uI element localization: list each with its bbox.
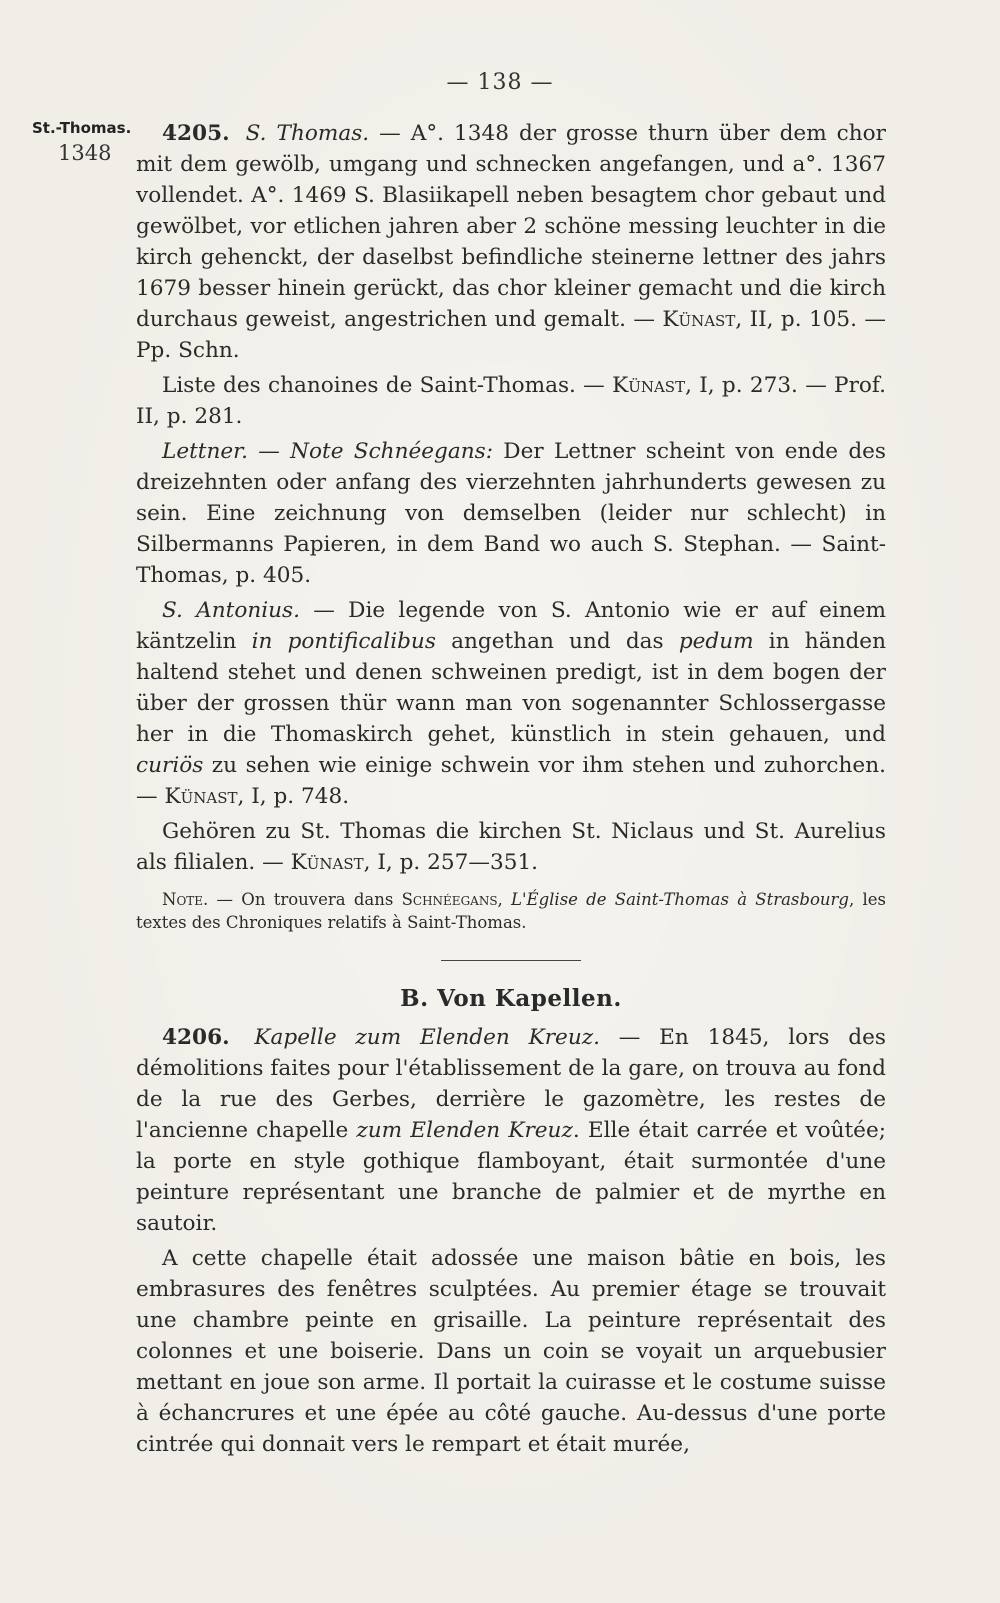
reference-tail: , I, p. 273. — Prof. II, p. 281. [136, 373, 886, 429]
paragraph-italic-2: pedum [678, 629, 754, 654]
paragraph-label: S. Antonius. [162, 598, 301, 623]
page-number: — 138 — [446, 70, 554, 95]
reference-tail: , II, p. 105. — Pp. Schn. [136, 307, 887, 363]
entry-text: — A°. 1348 der grosse thurn über dem chor mit dem gewölb, umgang und schnecken angefangen, und a°. 1367 vollendet. A°. 1469 S. Blasiikapell neben besagtem chor gebaut und gewölbet, vor etlichen jahren aber 2 schöne messing leuchter in die kirch gehenckt, der daselbst befindliche steinerne lettner des jahrs 1679 besser hinein gerückt, das chor kleiner gemacht und die kirch durchaus geweist, angestrichen und gemalt. — [136, 121, 887, 332]
reference-author: Künast [612, 373, 686, 398]
entry-4206 [136, 1022, 886, 1239]
entry-text-2: . Elle était carrée et voûtée; la porte en style gothique flamboyant, était surmontée d'une peinture représentant une branche de palmier et de myrthe en sautoir. [136, 1118, 887, 1236]
margin-note-year: 1348 [58, 141, 112, 165]
entry-number: 4206. [162, 1025, 230, 1050]
reference-tail: , I, p. 257—351. [363, 850, 539, 875]
note-label: Note Schnéegans: [290, 439, 493, 464]
entry-title: Kapelle zum Elenden Kreuz. [254, 1025, 600, 1050]
paragraph-text: A cette chapelle était adossée une maison bâtie en bois, les embrasures des fenêtres sculptées. Au premier étage se trouvait une chambre peinte en grisaille. La peinture représentait des colonnes et une boiserie. Dans un coin se voyait un arquebusier mettant en joue son arme. Il portait la cuirasse et le costume suisse à échancrures et une épée au côté gauche. Au-dessus d'une porte cintrée qui donnait vers le rempart et était murée, [136, 1246, 886, 1457]
paragraph-liste [136, 370, 886, 432]
section-divider [441, 960, 581, 961]
note-text-1: — On trouvera dans [208, 890, 402, 909]
note-text-3: , les textes des Chroniques relatifs à Saint-Thomas. [136, 890, 886, 932]
paragraph-text: Gehören zu St. Thomas die kirchen St. Niclaus und St. Aurelius als filialen. — [136, 819, 886, 875]
paragraph-text-2: angethan und das [435, 629, 679, 654]
paragraph-label: Lettner. [162, 439, 248, 464]
paragraph-italic-1: in pontificalibus [251, 629, 436, 654]
paragraph-dash: — [247, 439, 291, 464]
note-label: Note. [162, 890, 209, 909]
section-heading: B. Von Kapellen. [400, 985, 622, 1012]
paragraph-italic-3: curiös [136, 753, 204, 778]
paragraph-text: Der Lettner scheint von ende des dreizehnten oder anfang des vierzehnten jahrhunderts gewesen zu sein. Eine zeichnung von demselben (leider nur schlecht) in Silbermanns Papieren, in dem Band wo auch S. Stephan. — Saint-Thomas, p. 405. [136, 439, 887, 588]
paragraph-text: Liste des chanoines de Saint-Thomas. — [162, 373, 605, 398]
paragraph-antonius [136, 595, 886, 812]
footnote [136, 888, 886, 934]
paragraph-text-3: in händen haltend stehet und denen schweinen predigt, ist in dem bogen der über der grossen thür wann man von sogenannter Schlossergasse her in die Thomaskirch gehet, künstlich in stein gehauen, und [136, 629, 886, 747]
paragraph-text-1: — Die legende von S. Antonio wie er auf einem käntzelin [136, 598, 886, 654]
reference-author: Künast [662, 307, 736, 332]
entry-4205 [136, 118, 886, 366]
reference-tail: , I, p. 748. [237, 784, 350, 809]
entry-text-1: — En 1845, lors des démolitions faites pour l'établissement de la gare, on trouva au fond de la rue des Gerbes, derrière le gazomètre, les restes de l'ancienne chapelle [136, 1025, 886, 1143]
paragraph-lettner [136, 436, 886, 591]
margin-note-place: St.-Thomas. [32, 119, 132, 137]
note-author: Schnéegans [401, 890, 498, 909]
reference-author: Künast [290, 850, 364, 875]
paragraph-gehoeren [136, 816, 886, 878]
paragraph-chapelle [136, 1243, 886, 1460]
paragraph-text-4: zu sehen wie einige schwein vor ihm stehen und zuhorchen. — [136, 753, 886, 809]
note-text-2: , [497, 890, 512, 909]
text-column [136, 118, 886, 1464]
note-title: L'Église de Saint-Thomas à Strasbourg [511, 890, 849, 909]
entry-italic-1: zum Elenden Kreuz [356, 1118, 573, 1143]
reference-author: Künast [164, 784, 238, 809]
entry-number: 4205. [162, 121, 230, 146]
entry-title: S. Thomas. [245, 121, 370, 146]
